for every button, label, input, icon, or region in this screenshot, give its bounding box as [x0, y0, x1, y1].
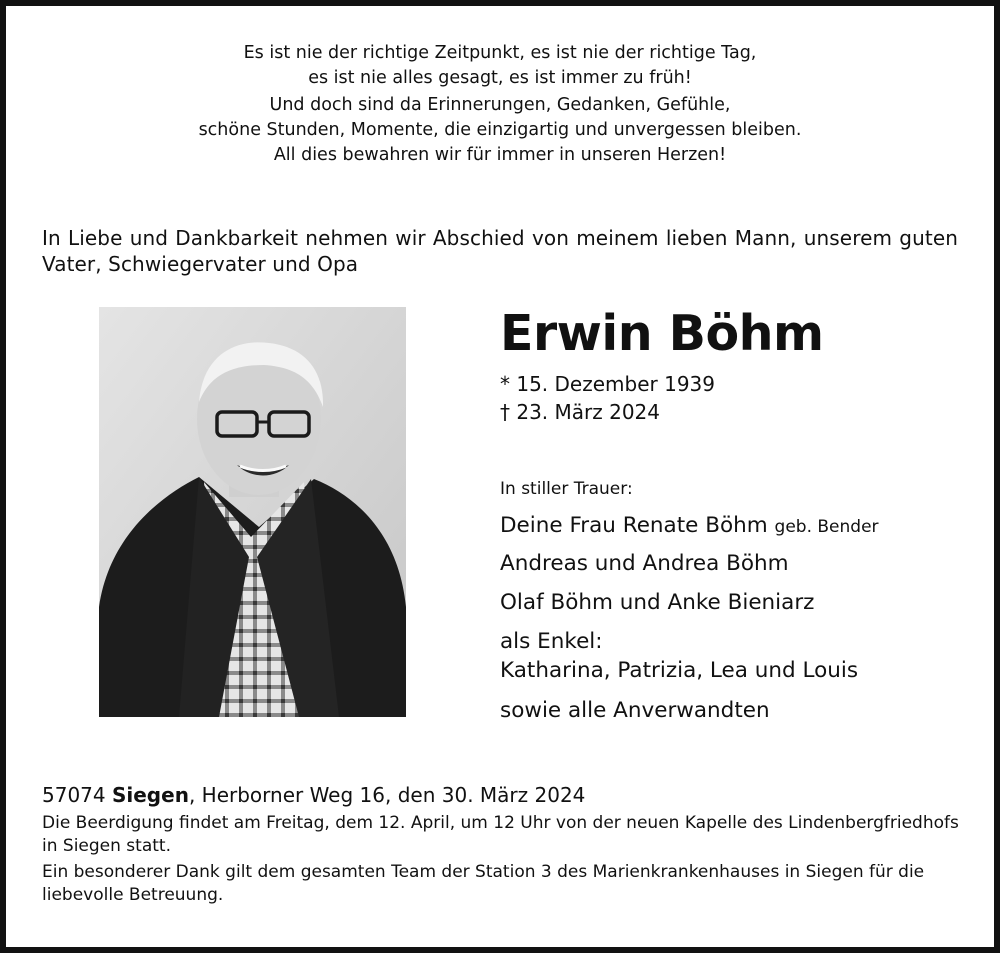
- city: Siegen: [111, 783, 189, 807]
- deceased-name: Erwin Böhm: [500, 305, 824, 362]
- mourning-label: In stiller Trauer:: [500, 479, 633, 499]
- memorial-poem: [6, 41, 994, 168]
- birth-date: * 15. Dezember 1939: [500, 372, 715, 396]
- thanks-note: Ein besonderer Dank gilt dem gesamten Team der Station 3 des Marienkrankenhauses in Siegen für die liebevolle Betreuung.: [42, 862, 925, 905]
- mourner-wife: [500, 511, 879, 542]
- relatives-line: sowie alle Anverwandten: [500, 698, 770, 723]
- poem-line: schöne Stunden, Momente, die einzigartig und unvergessen bleiben.: [198, 120, 802, 140]
- mourner-family: Olaf Böhm und Anke Bieniarz: [500, 590, 815, 615]
- poem-line: Es ist nie der richtige Zeitpunkt, es ist nie der richtige Tag,: [243, 43, 757, 63]
- poem-line: Und doch sind da Erinnerungen, Gedanken, Gefühle,: [269, 95, 731, 115]
- poem-line: es ist nie alles gesagt, es ist immer zu früh!: [308, 68, 692, 88]
- grandchildren-label: als Enkel:: [500, 629, 603, 654]
- postal-code: 57074: [42, 783, 106, 807]
- poem-line: All dies bewahren wir für immer in unseren Herzen!: [273, 145, 727, 165]
- death-date: † 23. März 2024: [500, 400, 661, 424]
- mourner-family: Andreas und Andrea Böhm: [500, 551, 789, 576]
- street-date: , Herborner Weg 16, den 30. März 2024: [188, 783, 586, 807]
- portrait-photo: [99, 307, 406, 717]
- wife-name: Deine Frau Renate Böhm: [500, 513, 768, 538]
- wife-maiden-name: geb. Bender: [774, 517, 879, 537]
- farewell-intro: In Liebe und Dankbarkeit nehmen wir Abschied von meinem lieben Mann, unserem guten Vater, Schwiegervater und Opa: [42, 226, 958, 276]
- funeral-note: Die Beerdigung findet am Freitag, dem 12. April, um 12 Uhr von der neuen Kapelle des Lindenbergfriedhofs in Siegen statt.: [42, 813, 959, 856]
- address-line: [42, 781, 585, 809]
- grandchildren-names: Katharina, Patrizia, Lea und Louis: [500, 658, 859, 683]
